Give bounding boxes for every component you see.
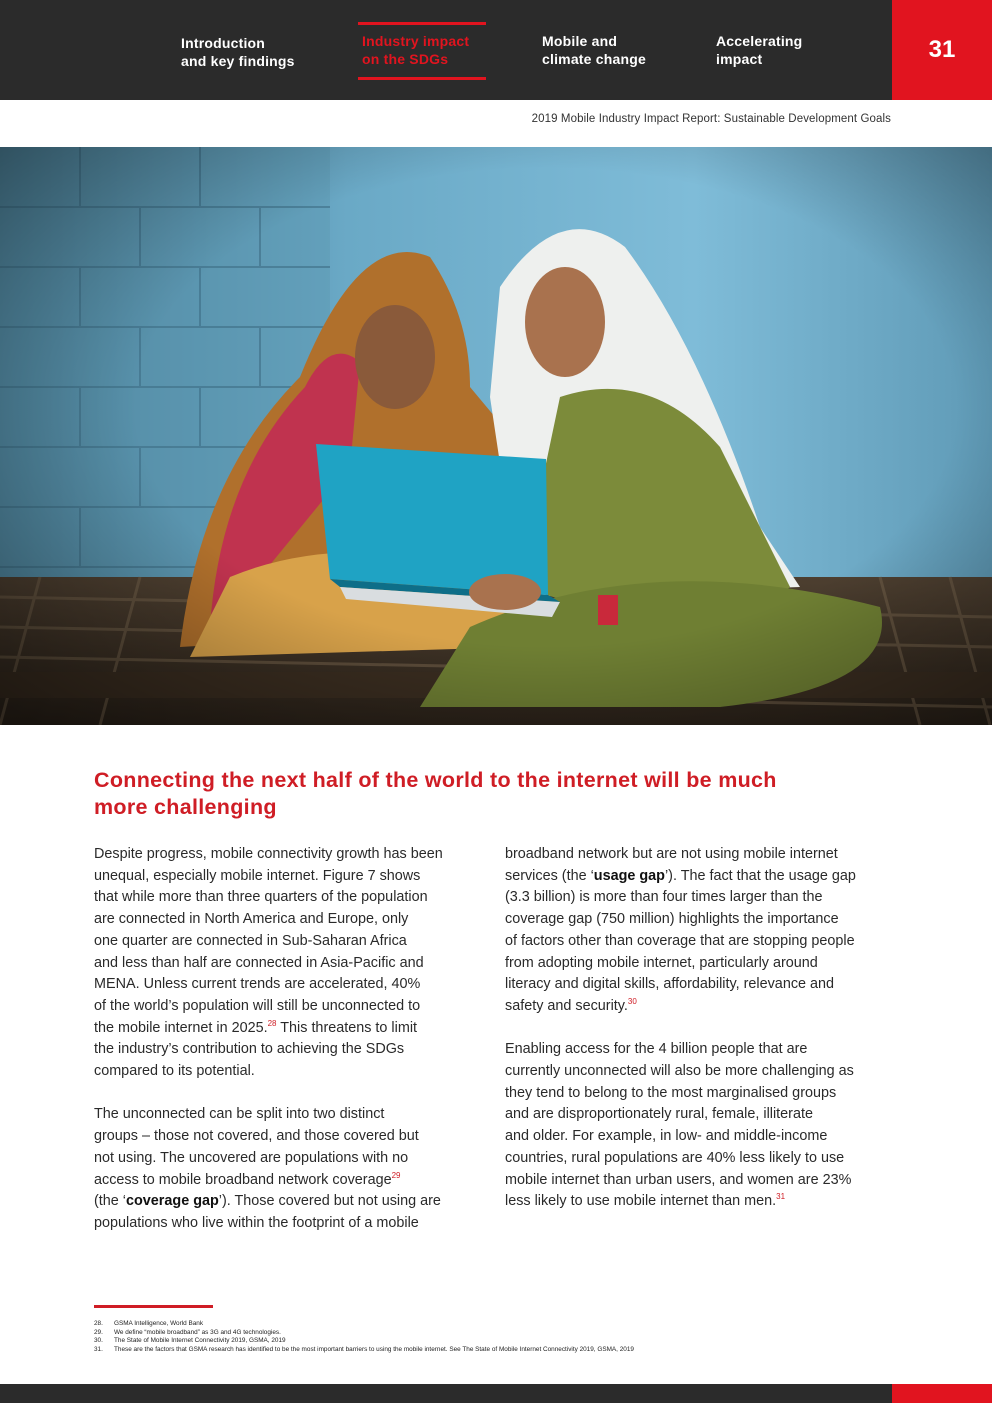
text-line (94, 1170, 486, 1192)
footnote-text: These are the factors that GSMA research has identified to be the most important barriers to using the mobile internet. See The State of Mobile Internet Connectivity 2019, GSMA, 2019 (114, 1345, 634, 1353)
text-line: not using. The uncovered are populations with no (94, 1149, 409, 1166)
nav-mobile-climate[interactable] (542, 32, 646, 68)
text-line: compared to its potential. (94, 1063, 255, 1080)
term-usage-gap: usage gap (593, 867, 665, 884)
text-segment: ’). Those covered but not using are (218, 1193, 441, 1210)
footnote-item (94, 1337, 894, 1346)
nav-accelerating-impact[interactable] (716, 32, 802, 68)
text-line: MENA. Unless current trends are accelerated, 40% (94, 976, 421, 993)
term-coverage-gap: coverage gap (126, 1193, 219, 1210)
text-segment: ’). The fact that the usage gap (664, 867, 856, 884)
footnote-item (94, 1329, 894, 1338)
text-segment: (the ‘ (94, 1193, 126, 1210)
nav-label-line2: climate change (542, 51, 646, 67)
running-head: 2019 Mobile Industry Impact Report: Sustainable Development Goals (531, 113, 891, 125)
text-line: and older. For example, in low- and middle-income (505, 1128, 828, 1145)
header-bar (0, 0, 992, 100)
footnote-item (94, 1346, 894, 1355)
text-line: populations who live within the footprint of a mobile (94, 1214, 419, 1231)
footnote-item (94, 1320, 894, 1329)
nav-label-line2: and key findings (181, 53, 295, 69)
nav-label-line1: Accelerating (716, 33, 803, 49)
text-segment: the mobile internet in 2025. (94, 1019, 268, 1036)
paragraph (505, 844, 897, 1018)
footnote-divider (94, 1305, 213, 1308)
footer-bar (0, 1384, 892, 1403)
footnote-number: 31. (94, 1345, 103, 1353)
text-segment: safety and security. (505, 997, 628, 1014)
article-headline (94, 767, 894, 821)
footer-accent (892, 1384, 992, 1403)
text-line: the industry’s contribution to achieving the SDGs (94, 1041, 405, 1058)
nav-label-line1: Mobile and (542, 33, 618, 49)
footnote-number: 30. (94, 1337, 103, 1345)
text-line: and are disproportionately rural, female, illiterate (505, 1106, 813, 1123)
text-line: and less than half are connected in Asia-Pacific and (94, 954, 424, 971)
footnote-text: The State of Mobile Internet Connectivity 2019, GSMA, 2019 (114, 1337, 286, 1345)
paragraph (505, 1039, 897, 1213)
text-segment: This threatens to limit (276, 1019, 418, 1036)
footnotes (94, 1320, 894, 1354)
footnote-ref-30[interactable]: 30 (627, 996, 637, 1006)
text-line: from adopting mobile internet, particularly around (505, 954, 818, 971)
nav-introduction[interactable] (181, 34, 295, 70)
text-line: currently unconnected will also be more challenging as (505, 1063, 854, 1080)
text-line: they tend to belong to the most marginalised groups (505, 1084, 837, 1101)
footnote-ref-28[interactable]: 28 (267, 1018, 277, 1028)
nav-label-line1: Industry impact (362, 33, 470, 49)
paragraph (94, 844, 486, 1083)
footnote-text: We define “mobile broadband” as 3G and 4G technologies. (114, 1328, 281, 1336)
headline-line: more challenging (94, 795, 277, 819)
text-line (505, 996, 897, 1018)
text-line: unequal, especially mobile internet. Figure 7 shows (94, 867, 421, 884)
nav-active-indicator-bottom (358, 77, 486, 80)
text-line (505, 1191, 897, 1213)
page-number: 31 (892, 0, 992, 100)
footnote-ref-29[interactable]: 29 (391, 1170, 401, 1180)
body-column-right (505, 844, 897, 1235)
nav-label-line2: on the SDGs (362, 51, 449, 67)
footnote-text: GSMA Intelligence, World Bank (114, 1320, 204, 1327)
paragraph (94, 1104, 486, 1234)
text-segment: less likely to use mobile internet than men. (505, 1193, 777, 1210)
text-line: of the world’s population will still be unconnected to (94, 997, 421, 1014)
footnote-number: 29. (94, 1328, 103, 1336)
text-line: are connected in North America and Europe, only (94, 911, 409, 928)
text-line: one quarter are connected in Sub-Saharan Africa (94, 932, 407, 949)
text-line: of factors other than coverage that are stopping people (505, 932, 855, 949)
text-line (94, 1191, 486, 1213)
nav-active-indicator-top (358, 22, 486, 25)
headline-line: Connecting the next half of the world to the internet will be much (94, 768, 777, 792)
text-line (94, 1018, 486, 1040)
text-line: literacy and digital skills, affordability, relevance and (505, 976, 835, 993)
hero-photo (0, 147, 992, 725)
text-line: that while more than three quarters of the population (94, 889, 428, 906)
text-line: (3.3 billion) is more than four times larger than the (505, 889, 823, 906)
nav-industry-impact[interactable] (362, 32, 469, 68)
text-line: broadband network but are not using mobile internet (505, 846, 838, 862)
footnote-ref-31[interactable]: 31 (776, 1192, 786, 1202)
nav-label-line1: Introduction (181, 35, 266, 51)
text-line: groups – those not covered, and those covered but (94, 1128, 419, 1145)
text-line: mobile internet than urban users, and women are 23% (505, 1171, 852, 1188)
text-line: countries, rural populations are 40% less likely to use (505, 1149, 845, 1166)
text-line (505, 866, 897, 888)
text-segment: access to mobile broadband network coverage (94, 1171, 392, 1188)
nav-label-line2: impact (716, 51, 763, 67)
text-segment: services (the ‘ (505, 867, 594, 884)
hero-photo-illustration (0, 147, 992, 725)
text-line: The unconnected can be split into two distinct (94, 1106, 385, 1123)
text-line: coverage gap (750 million) highlights the importance (505, 911, 839, 928)
text-line: Enabling access for the 4 billion people that are (505, 1041, 808, 1058)
footnote-number: 28. (94, 1320, 103, 1327)
body-column-left (94, 844, 486, 1256)
text-line: Despite progress, mobile connectivity growth has been (94, 846, 443, 862)
